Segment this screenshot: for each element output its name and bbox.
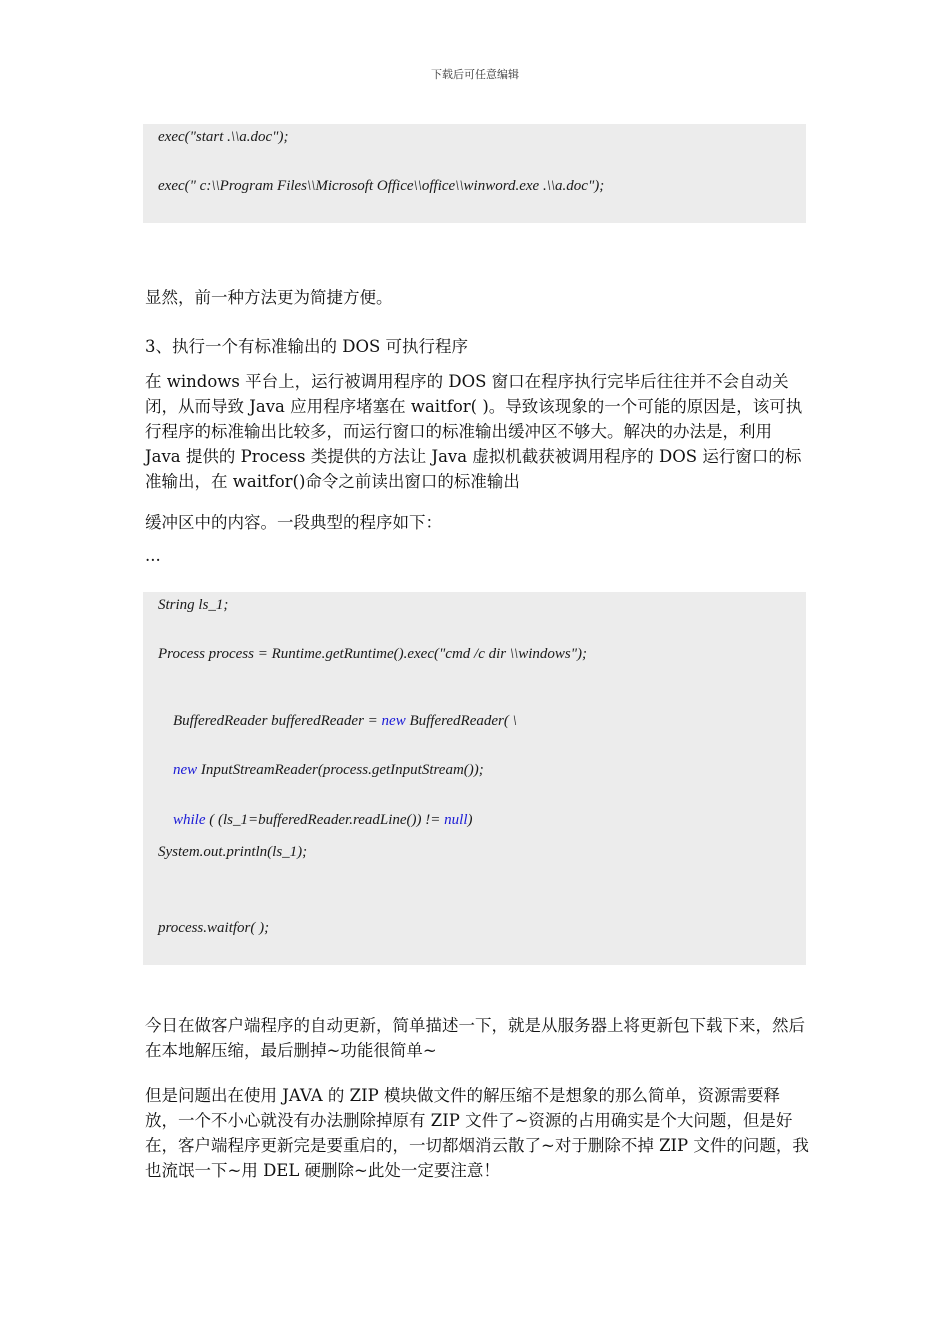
code-block-process [143,592,806,965]
code-line: Process process = Runtime.getRuntime().exec("cmd /c dir \\windows"); [158,646,588,662]
page-header: 下载后可任意编辑 [431,68,519,81]
paragraph-obvious: 显然，前一种方法更为简捷方便。 [145,288,393,307]
paragraph-buffer: 缓冲区中的内容。一段典型的程序如下： [145,513,442,532]
keyword-while: while [173,812,206,828]
code-line: process.waitfor( ); [158,920,270,936]
paragraph-update: 今日在做客户端程序的自动更新，简单描述一下，就是从服务器上将更新包下载下来，然后在本地解压缩，最后删掉~功能很简单~ [145,1016,805,1060]
keyword-new: new [381,713,406,729]
ellipsis: ... [145,546,161,565]
section-heading: 3、执行一个有标准输出的 DOS 可执行程序 [145,337,469,356]
code-text: BufferedReader bufferedReader = [173,713,382,729]
paragraph-problem: 但是问题出在使用 JAVA 的 ZIP 模块做文件的解压缩不是想象的那么简单，资源需要释放，一个不小心就没有办法删除掉原有 ZIP 文件了~资源的占用确实是个大问题，但是好在，客户端程序更新完是要重启的，一切都烟消云散了~对于删除不掉 ZIP 文件的问题，我也流氓一下~用 DEL 硬删除~此处一定要注意！ [145,1086,809,1180]
paragraph-windows: 在 windows 平台上，运行被调用程序的 DOS 窗口在程序执行完毕后往往并不会自动关闭，从而导致 Java 应用程序堵塞在 waitfor( )。导致该现象的一个可能的原因是，该可执行程序的标准输出比较多，而运行窗口的标准输出缓冲区不够大。解决的办法是，利用 Java 提供的 Process 类提供的方法让 Java 虚拟机截获被调用程序的 DOS 运行窗口的标准输出，在 waitfor()命令之前读出窗口的标准输出 [145,372,803,491]
code-line [158,745,484,796]
code-block-exec [143,124,806,223]
code-line [158,795,473,846]
code-text: ( (ls_1=bufferedReader.readLine()) != [205,812,445,828]
code-line: System.out.println(ls_1); [158,844,308,860]
keyword-new: new [173,762,198,778]
code-line: String ls_1; [158,597,229,613]
code-line: exec(" c:\\Program Files\\Microsoft Office\\office\\winword.exe .\\a.doc"); [158,178,605,194]
code-text: BufferedReader( \ [405,713,517,729]
code-text: ) [467,812,473,828]
keyword-null: null [444,812,468,828]
code-line [158,696,517,747]
code-text: InputStreamReader(process.getInputStream()); [197,762,484,778]
code-line: exec("start .\\a.doc"); [158,129,289,145]
